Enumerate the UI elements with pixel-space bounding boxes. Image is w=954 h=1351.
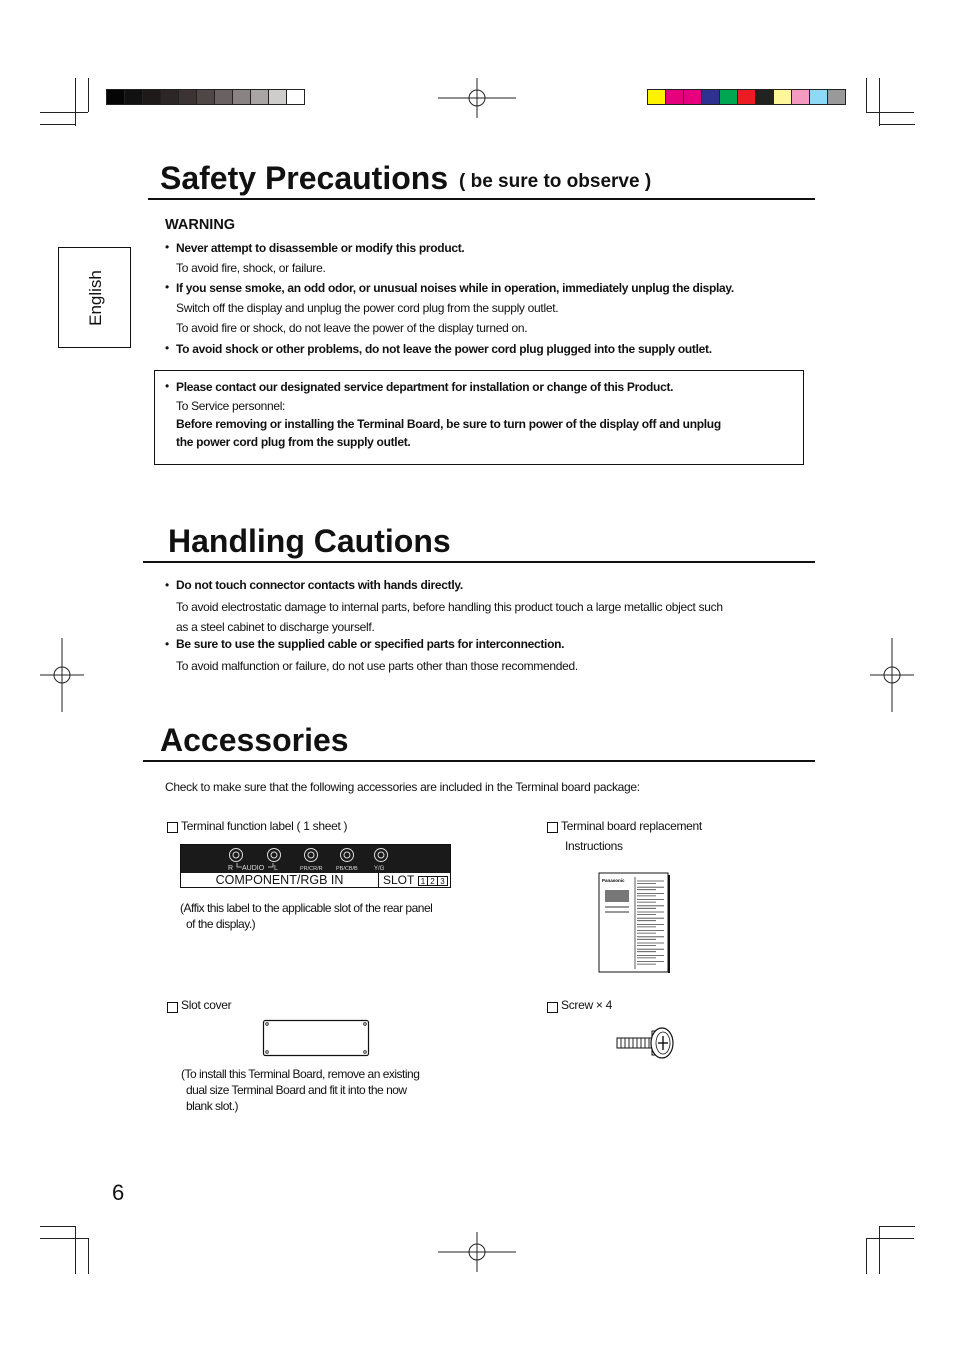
connector-label-pr: PR/CR/R bbox=[300, 866, 323, 872]
handling-item-1: Do not touch connector contacts with hands directly. bbox=[176, 578, 463, 592]
service-personnel-label: To Service personnel: bbox=[176, 399, 286, 413]
color-swatch bbox=[196, 89, 215, 105]
bullet: • bbox=[165, 379, 170, 393]
language-label: English bbox=[86, 270, 105, 326]
bullet: • bbox=[165, 341, 170, 355]
color-swatch bbox=[250, 89, 269, 105]
safety-rule bbox=[148, 198, 815, 200]
safety-title: Safety Precautions bbox=[160, 160, 449, 196]
color-swatch bbox=[232, 89, 251, 105]
slot-cover-note-2: dual size Terminal Board and fit it into the now bbox=[186, 1083, 407, 1097]
color-swatch bbox=[683, 89, 702, 105]
label-slot-text: SLOT bbox=[383, 873, 415, 887]
slot-cover-note-3: blank slot.) bbox=[186, 1099, 239, 1113]
warning-item-1: Never attempt to disassemble or modify this product. bbox=[176, 241, 465, 255]
color-swatch bbox=[737, 89, 756, 105]
warning-item-2-note-2: To avoid fire or shock, do not leave the power of the display turned on. bbox=[176, 321, 528, 335]
safety-subtitle: ( be sure to observe ) bbox=[459, 171, 652, 192]
accessories-title: Accessories bbox=[160, 722, 349, 758]
bullet: • bbox=[165, 637, 170, 651]
registration-mark-left bbox=[40, 638, 84, 712]
accessory-slot-cover-item: Slot cover bbox=[181, 998, 232, 1012]
connector-label-r: R bbox=[228, 865, 234, 872]
warning-item-2: If you sense smoke, an odd odor, or unusual noises while in operation, immediately unplug the display. bbox=[176, 281, 734, 295]
connector-label-audio: AUDIO bbox=[242, 865, 265, 872]
color-swatch bbox=[701, 89, 720, 105]
slot-number: 1 bbox=[418, 876, 428, 886]
slot-number: 2 bbox=[428, 876, 438, 886]
terminal-function-label bbox=[180, 844, 451, 888]
registration-mark-right bbox=[870, 638, 914, 712]
handling-title: Handling Cautions bbox=[168, 523, 451, 559]
registration-mark-top bbox=[438, 78, 516, 118]
connector-label-l: L bbox=[274, 865, 278, 872]
checkbox-icon bbox=[547, 1002, 558, 1013]
color-swatch bbox=[773, 89, 792, 105]
color-swatch bbox=[755, 89, 774, 105]
bullet: • bbox=[165, 578, 170, 592]
accessory-label-item: Terminal function label ( 1 sheet ) bbox=[181, 819, 348, 833]
handling-rule bbox=[143, 561, 815, 563]
label-note-2: of the display.) bbox=[186, 917, 256, 931]
service-instruction-2: the power cord plug from the supply outlet. bbox=[176, 435, 411, 449]
color-swatch bbox=[719, 89, 738, 105]
color-swatch bbox=[647, 89, 666, 105]
instruction-booklet-icon bbox=[598, 872, 672, 974]
checkbox-icon bbox=[167, 1002, 178, 1013]
checkbox-icon bbox=[547, 822, 558, 833]
color-swatch bbox=[106, 89, 125, 105]
service-notice: Please contact our designated service department for installation or change of this Product. bbox=[176, 380, 674, 394]
registration-mark-bottom bbox=[438, 1232, 516, 1272]
color-swatch bbox=[214, 89, 233, 105]
color-swatch bbox=[791, 89, 810, 105]
color-swatch bbox=[142, 89, 161, 105]
warning-heading: WARNING bbox=[165, 217, 236, 233]
handling-item-2: Be sure to use the supplied cable or specified parts for interconnection. bbox=[176, 637, 565, 651]
slot-number: 3 bbox=[438, 876, 448, 886]
warning-item-2-note-1: Switch off the display and unplug the power cord plug from the supply outlet. bbox=[176, 301, 559, 315]
handling-item-2-note: To avoid malfunction or failure, do not use parts other than those recommended. bbox=[176, 659, 578, 673]
slot-cover-note-1: (To install this Terminal Board, remove an existing bbox=[181, 1067, 420, 1081]
color-swatch bbox=[268, 89, 287, 105]
bullet: • bbox=[165, 280, 170, 294]
accessory-screw-item: Screw × 4 bbox=[561, 998, 612, 1012]
label-main-text: COMPONENT/RGB IN bbox=[215, 873, 344, 887]
warning-item-1-note: To avoid fire, shock, or failure. bbox=[176, 261, 326, 275]
language-tab bbox=[58, 247, 131, 348]
accessories-rule bbox=[143, 760, 815, 762]
screw-icon bbox=[615, 1025, 677, 1063]
service-instruction-1: Before removing or installing the Terminal Board, be sure to turn power of the display off and unplug bbox=[176, 417, 721, 431]
color-swatch bbox=[160, 89, 179, 105]
connector-label-y: Y/G bbox=[374, 866, 385, 872]
warning-item-3: To avoid shock or other problems, do not leave the power cord plug plugged into the supply outlet. bbox=[176, 342, 712, 356]
page-number: 6 bbox=[112, 1180, 125, 1205]
handling-item-1-note-1: To avoid electrostatic damage to internal parts, before handling this product touch a large metallic object such bbox=[176, 600, 723, 614]
booklet-brand: Panasonic bbox=[602, 878, 625, 883]
bullet: • bbox=[165, 240, 170, 254]
handling-item-1-note-2: as a steel cabinet to discharge yourself. bbox=[176, 620, 375, 634]
color-swatch bbox=[178, 89, 197, 105]
accessories-intro: Check to make sure that the following accessories are included in the Terminal board package: bbox=[165, 780, 640, 794]
color-swatch bbox=[827, 89, 846, 105]
connector-label-pb: PB/CB/B bbox=[336, 866, 358, 872]
accessory-instructions-item-2: Instructions bbox=[565, 839, 623, 853]
accessory-instructions-item: Terminal board replacement bbox=[561, 819, 702, 833]
connector-jacks-icon bbox=[181, 845, 450, 873]
color-swatch bbox=[286, 89, 305, 105]
checkbox-icon bbox=[167, 822, 178, 833]
slot-cover-icon bbox=[262, 1019, 371, 1059]
label-note-1: (Affix this label to the applicable slot of the rear panel bbox=[180, 901, 433, 915]
color-swatch bbox=[124, 89, 143, 105]
color-swatch bbox=[809, 89, 828, 105]
color-swatch bbox=[665, 89, 684, 105]
